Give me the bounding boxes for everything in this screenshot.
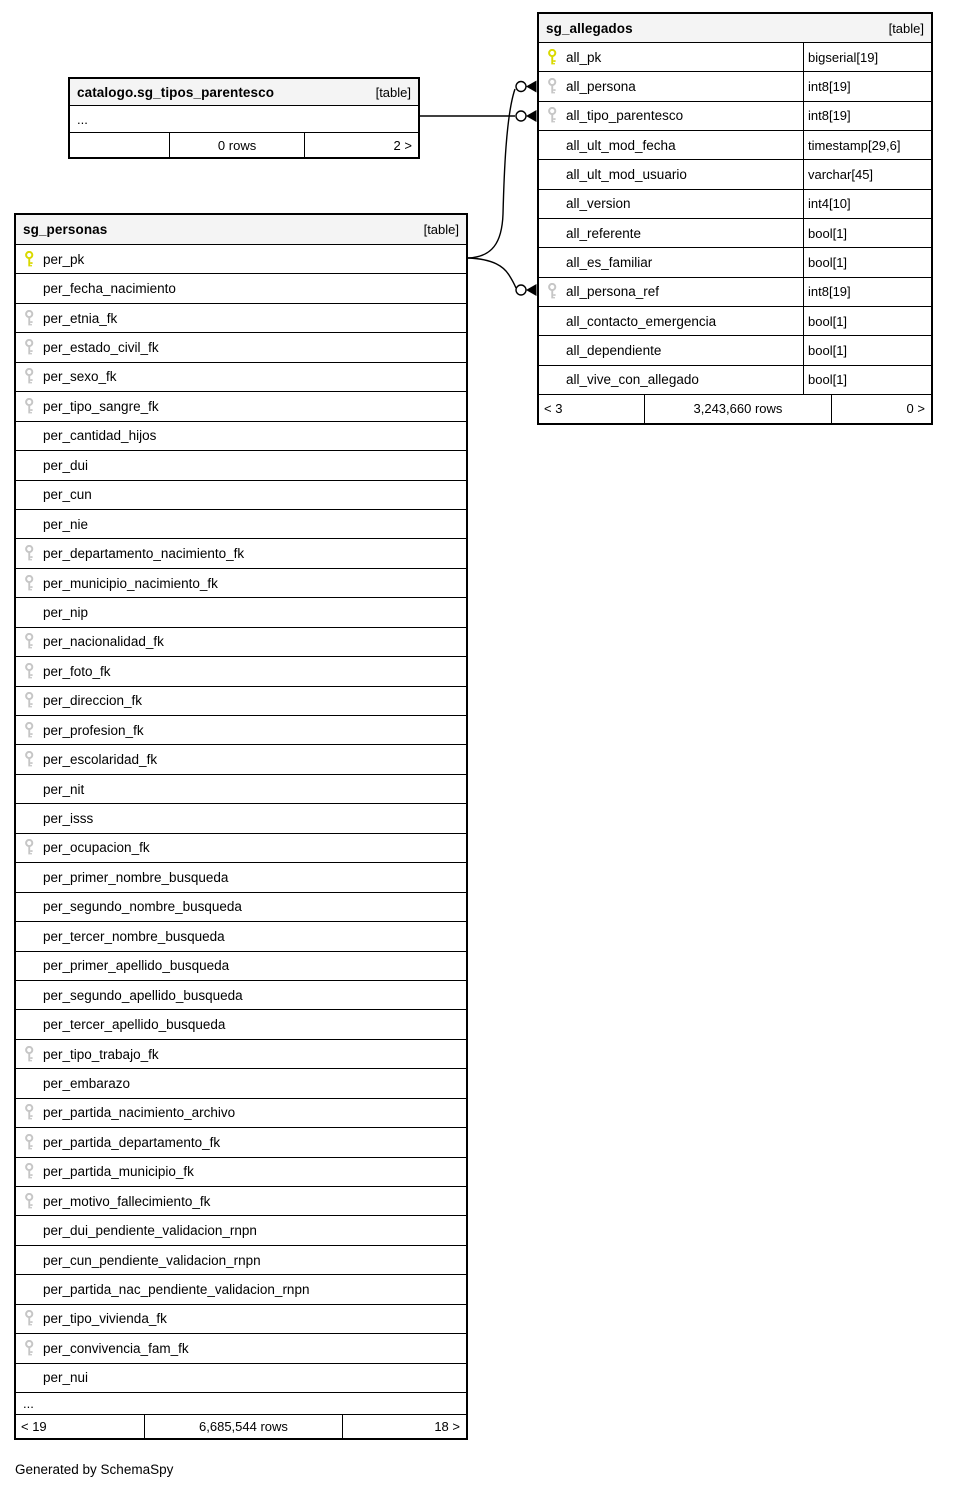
column-row-per_partida_departamento_fk bbox=[16, 1128, 466, 1157]
column-name: per_partida_municipio_fk bbox=[43, 1164, 194, 1180]
foreign-key-icon bbox=[16, 310, 43, 327]
foreign-key-icon bbox=[16, 692, 43, 709]
column-name-cell bbox=[16, 539, 466, 567]
column-type-cell bbox=[803, 102, 931, 130]
column-name-cell bbox=[16, 304, 466, 332]
relationship-line bbox=[468, 89, 515, 258]
column-type-cell bbox=[803, 72, 931, 100]
relationship-tipos_parentesco-to-all_tipo_parentesco bbox=[420, 110, 537, 122]
column-name-cell bbox=[16, 422, 466, 450]
footer-parent-count: < 19 bbox=[21, 1419, 47, 1435]
column-name-cell bbox=[16, 333, 466, 361]
fk-arrowhead-icon bbox=[526, 110, 537, 122]
column-row-per_nip bbox=[16, 598, 466, 627]
column-row-per_partida_municipio_fk bbox=[16, 1158, 466, 1187]
column-row-per_embarazo bbox=[16, 1069, 466, 1098]
column-type: bigserial[19] bbox=[808, 49, 879, 65]
column-name-cell bbox=[16, 1069, 466, 1097]
column-name-cell bbox=[16, 893, 466, 921]
column-row-per_segundo_apellido_busqueda bbox=[16, 981, 466, 1010]
column-row-per_dui_pendiente_validacion_rnpn bbox=[16, 1216, 466, 1245]
column-row-all_contacto_emergencia bbox=[539, 307, 931, 336]
column-name: per_profesion_fk bbox=[43, 722, 144, 738]
column-row-per_nit bbox=[16, 775, 466, 804]
column-row-all_ult_mod_usuario bbox=[539, 160, 931, 189]
zero-cardinality-circle bbox=[516, 285, 526, 295]
column-name: per_municipio_nacimiento_fk bbox=[43, 575, 218, 591]
column-row-all_ult_mod_fecha bbox=[539, 131, 931, 160]
column-row-per_nacionalidad_fk bbox=[16, 628, 466, 657]
column-row-all_pk bbox=[539, 43, 931, 72]
column-row-per_profesion_fk bbox=[16, 716, 466, 745]
relationship-line bbox=[468, 258, 516, 288]
column-name-cell bbox=[16, 863, 466, 891]
column-row-per_escolaridad_fk bbox=[16, 745, 466, 774]
column-name: per_primer_apellido_busqueda bbox=[43, 958, 230, 974]
column-name: per_embarazo bbox=[43, 1075, 131, 1091]
column-type-cell bbox=[803, 278, 931, 306]
column-name-cell bbox=[16, 1128, 466, 1156]
column-row-per_cun_pendiente_validacion_rnpn bbox=[16, 1246, 466, 1275]
column-name-cell bbox=[539, 307, 803, 335]
relationship-per_pk-to-all_persona_ref bbox=[468, 258, 537, 296]
generator-credit: Generated by SchemaSpy bbox=[15, 1462, 174, 1477]
footer-children-count: 18 > bbox=[342, 1415, 466, 1438]
foreign-key-icon bbox=[539, 107, 566, 124]
column-row-per_primer_apellido_busqueda bbox=[16, 952, 466, 981]
table-footer bbox=[539, 395, 931, 423]
table-title[interactable]: sg_personas bbox=[23, 222, 108, 237]
column-name: per_dui bbox=[43, 457, 89, 473]
column-type: int8[19] bbox=[808, 108, 851, 124]
collapsed-columns-ellipsis: ... bbox=[70, 106, 418, 133]
column-type: int4[10] bbox=[808, 196, 851, 212]
column-name-cell bbox=[16, 1099, 466, 1127]
column-name: all_es_familiar bbox=[566, 254, 653, 270]
column-row-all_persona_ref bbox=[539, 278, 931, 307]
column-name: per_nie bbox=[43, 516, 89, 532]
column-name: per_segundo_nombre_busqueda bbox=[43, 899, 242, 915]
column-type: varchar[45] bbox=[808, 166, 874, 182]
column-row-all_es_familiar bbox=[539, 248, 931, 277]
column-row-per_direccion_fk bbox=[16, 687, 466, 716]
column-name: per_primer_nombre_busqueda bbox=[43, 869, 229, 885]
column-name-cell bbox=[539, 43, 803, 71]
column-name: all_dependiente bbox=[566, 342, 662, 358]
column-name-cell bbox=[16, 1275, 466, 1303]
column-name-cell bbox=[16, 451, 466, 479]
column-name-cell bbox=[539, 248, 803, 276]
column-name-cell bbox=[16, 745, 466, 773]
foreign-key-icon bbox=[16, 1134, 43, 1151]
column-type-cell bbox=[803, 336, 931, 364]
column-row-all_version bbox=[539, 190, 931, 219]
column-name: per_departamento_nacimiento_fk bbox=[43, 546, 245, 562]
foreign-key-icon bbox=[16, 1104, 43, 1121]
foreign-key-icon bbox=[16, 368, 43, 385]
column-type-cell bbox=[803, 43, 931, 71]
column-type: bool[1] bbox=[808, 254, 848, 270]
column-name-cell bbox=[16, 922, 466, 950]
column-name: per_etnia_fk bbox=[43, 310, 118, 326]
foreign-key-icon bbox=[16, 1163, 43, 1180]
column-name-cell bbox=[539, 72, 803, 100]
foreign-key-icon bbox=[16, 575, 43, 592]
column-name-cell bbox=[16, 392, 466, 420]
column-type: int8[19] bbox=[808, 78, 851, 94]
column-name-cell bbox=[539, 190, 803, 218]
column-type: bool[1] bbox=[808, 225, 848, 241]
footer-row-count: 6,685,544 rows bbox=[144, 1415, 342, 1438]
column-type: bool[1] bbox=[808, 313, 848, 329]
column-name: per_pk bbox=[43, 251, 85, 267]
table-type-badge: [table] bbox=[375, 84, 411, 100]
column-name: per_isss bbox=[43, 811, 94, 827]
zero-cardinality-circle bbox=[516, 82, 526, 92]
column-name: per_tercer_apellido_busqueda bbox=[43, 1017, 226, 1033]
column-name-cell bbox=[16, 598, 466, 626]
column-row-all_referente bbox=[539, 219, 931, 248]
column-name: all_ult_mod_usuario bbox=[566, 166, 687, 182]
column-name-cell bbox=[16, 1216, 466, 1244]
column-row-per_motivo_fallecimiento_fk bbox=[16, 1187, 466, 1216]
foreign-key-icon bbox=[16, 722, 43, 739]
foreign-key-icon bbox=[16, 339, 43, 356]
column-name-cell bbox=[16, 716, 466, 744]
column-name: per_convivencia_fam_fk bbox=[43, 1340, 189, 1356]
table-header bbox=[16, 215, 466, 245]
table-node-sg_personas bbox=[14, 213, 468, 1440]
column-name: per_sexo_fk bbox=[43, 369, 117, 385]
column-row-per_estado_civil_fk bbox=[16, 333, 466, 362]
column-row-all_dependiente bbox=[539, 336, 931, 365]
column-name: all_tipo_parentesco bbox=[566, 108, 684, 124]
foreign-key-icon bbox=[16, 1310, 43, 1327]
foreign-key-icon bbox=[16, 633, 43, 650]
column-name: per_ocupacion_fk bbox=[43, 840, 150, 856]
column-name-cell bbox=[16, 981, 466, 1009]
column-name: per_partida_nacimiento_archivo bbox=[43, 1105, 236, 1121]
footer-row-count: 3,243,660 rows bbox=[644, 395, 831, 423]
column-type-cell bbox=[803, 160, 931, 188]
column-row-per_departamento_nacimiento_fk bbox=[16, 539, 466, 568]
column-name-cell bbox=[539, 219, 803, 247]
column-name-cell bbox=[16, 952, 466, 980]
column-name-cell bbox=[16, 363, 466, 391]
column-name: per_nacionalidad_fk bbox=[43, 634, 164, 650]
column-row-per_cantidad_hijos bbox=[16, 422, 466, 451]
column-name: per_cantidad_hijos bbox=[43, 428, 157, 444]
column-row-per_cun bbox=[16, 481, 466, 510]
column-name: per_partida_departamento_fk bbox=[43, 1134, 221, 1150]
column-row-per_tipo_vivienda_fk bbox=[16, 1305, 466, 1334]
column-name: per_motivo_fallecimiento_fk bbox=[43, 1193, 211, 1209]
relationship-per_pk-to-all_persona bbox=[468, 81, 537, 259]
column-name: per_dui_pendiente_validacion_rnpn bbox=[43, 1223, 257, 1239]
column-name: per_tercer_nombre_busqueda bbox=[43, 928, 225, 944]
column-name-cell bbox=[16, 510, 466, 538]
column-row-all_persona bbox=[539, 72, 931, 101]
column-name: all_contacto_emergencia bbox=[566, 313, 717, 329]
column-name: per_fecha_nacimiento bbox=[43, 281, 176, 297]
collapsed-columns-ellipsis: ... bbox=[16, 1393, 466, 1415]
column-row-per_tercer_apellido_busqueda bbox=[16, 1010, 466, 1039]
column-name-cell bbox=[16, 1040, 466, 1068]
table-type-badge: [table] bbox=[423, 222, 459, 237]
foreign-key-icon bbox=[539, 78, 566, 95]
column-name: per_partida_nac_pendiente_validacion_rnpn bbox=[43, 1282, 310, 1298]
footer-children-count: 2 > bbox=[304, 133, 418, 157]
column-name: all_persona_ref bbox=[566, 284, 660, 300]
column-name-cell bbox=[16, 834, 466, 862]
column-name-cell bbox=[539, 102, 803, 130]
foreign-key-icon bbox=[16, 1340, 43, 1357]
column-row-per_sexo_fk bbox=[16, 363, 466, 392]
column-name: all_vive_con_allegado bbox=[566, 372, 699, 388]
column-name-cell bbox=[16, 274, 466, 302]
column-name: per_foto_fk bbox=[43, 663, 111, 679]
column-row-per_pk bbox=[16, 245, 466, 274]
column-name: per_tipo_trabajo_fk bbox=[43, 1046, 159, 1062]
footer-row-count: 0 rows bbox=[169, 133, 304, 157]
column-row-per_primer_nombre_busqueda bbox=[16, 863, 466, 892]
column-name: per_cun_pendiente_validacion_rnpn bbox=[43, 1252, 261, 1268]
column-type-cell bbox=[803, 190, 931, 218]
primary-key-icon bbox=[539, 49, 566, 66]
primary-key-icon bbox=[16, 251, 43, 268]
foreign-key-icon bbox=[16, 1046, 43, 1063]
column-row-per_isss bbox=[16, 804, 466, 833]
column-name: per_direccion_fk bbox=[43, 693, 143, 709]
column-name: all_persona bbox=[566, 78, 636, 94]
column-name-cell bbox=[16, 569, 466, 597]
column-row-per_convivencia_fam_fk bbox=[16, 1334, 466, 1363]
column-type-cell bbox=[803, 219, 931, 247]
column-row-per_partida_nacimiento_archivo bbox=[16, 1099, 466, 1128]
table-header bbox=[70, 79, 418, 106]
column-name-cell bbox=[16, 657, 466, 685]
foreign-key-icon bbox=[539, 283, 566, 300]
footer-parent-count bbox=[70, 133, 169, 157]
column-name-cell bbox=[16, 1305, 466, 1333]
column-type-cell bbox=[803, 307, 931, 335]
column-name-cell bbox=[16, 804, 466, 832]
column-name: per_nip bbox=[43, 604, 89, 620]
table-header bbox=[539, 14, 931, 43]
column-name-cell bbox=[16, 628, 466, 656]
column-name-cell bbox=[16, 1158, 466, 1186]
column-type: bool[1] bbox=[808, 372, 848, 388]
column-name: per_estado_civil_fk bbox=[43, 340, 159, 356]
column-row-per_dui bbox=[16, 451, 466, 480]
fk-arrowhead-icon bbox=[526, 81, 537, 93]
table-node-sg_allegados bbox=[537, 12, 933, 425]
column-row-per_tercer_nombre_busqueda bbox=[16, 922, 466, 951]
column-name-cell bbox=[16, 1187, 466, 1215]
column-type: timestamp[29,6] bbox=[808, 137, 901, 153]
column-name-cell bbox=[16, 1334, 466, 1362]
column-row-per_municipio_nacimiento_fk bbox=[16, 569, 466, 598]
footer-parent-count: < 3 bbox=[544, 401, 563, 417]
foreign-key-icon bbox=[16, 839, 43, 856]
footer-children-count: 0 > bbox=[831, 395, 931, 423]
column-name-cell bbox=[16, 1246, 466, 1274]
table-title[interactable]: catalogo.sg_tipos_parentesco bbox=[77, 84, 275, 100]
table-title[interactable]: sg_allegados bbox=[546, 20, 633, 36]
column-name: per_tipo_vivienda_fk bbox=[43, 1311, 167, 1327]
column-name-cell bbox=[16, 687, 466, 715]
column-name-cell bbox=[16, 481, 466, 509]
column-row-per_nie bbox=[16, 510, 466, 539]
foreign-key-icon bbox=[16, 663, 43, 680]
column-row-all_vive_con_allegado bbox=[539, 366, 931, 395]
zero-cardinality-circle bbox=[516, 111, 526, 121]
column-type-cell bbox=[803, 366, 931, 394]
fk-arrowhead-icon bbox=[526, 284, 537, 296]
table-footer bbox=[70, 133, 418, 157]
column-row-per_segundo_nombre_busqueda bbox=[16, 893, 466, 922]
column-row-per_foto_fk bbox=[16, 657, 466, 686]
column-name: per_cun bbox=[43, 487, 92, 503]
column-name-cell bbox=[539, 160, 803, 188]
column-row-per_nui bbox=[16, 1364, 466, 1393]
column-row-all_tipo_parentesco bbox=[539, 102, 931, 131]
foreign-key-icon bbox=[16, 545, 43, 562]
column-name-cell bbox=[539, 131, 803, 159]
column-name-cell bbox=[16, 1010, 466, 1038]
column-name-cell bbox=[16, 1364, 466, 1392]
column-row-per_tipo_trabajo_fk bbox=[16, 1040, 466, 1069]
column-name: per_segundo_apellido_busqueda bbox=[43, 987, 243, 1003]
column-name: all_ult_mod_fecha bbox=[566, 137, 676, 153]
column-name: per_nit bbox=[43, 781, 85, 797]
table-type-badge: [table] bbox=[888, 20, 924, 36]
foreign-key-icon bbox=[16, 398, 43, 415]
column-name-cell bbox=[16, 245, 466, 273]
table-footer bbox=[16, 1415, 466, 1438]
column-name-cell bbox=[16, 775, 466, 803]
column-row-per_partida_nac_pendiente_validacion_rnpn bbox=[16, 1275, 466, 1304]
column-name: all_pk bbox=[566, 49, 602, 65]
column-row-per_tipo_sangre_fk bbox=[16, 392, 466, 421]
column-row-per_etnia_fk bbox=[16, 304, 466, 333]
column-row-per_fecha_nacimiento bbox=[16, 274, 466, 303]
column-name: per_escolaridad_fk bbox=[43, 752, 158, 768]
column-type: bool[1] bbox=[808, 342, 848, 358]
column-name-cell bbox=[539, 366, 803, 394]
column-type: int8[19] bbox=[808, 284, 851, 300]
column-name: all_version bbox=[566, 196, 631, 212]
column-name-cell bbox=[539, 278, 803, 306]
column-name: per_tipo_sangre_fk bbox=[43, 398, 159, 414]
table-node-catalogo.sg_tipos_parentesco bbox=[68, 77, 420, 159]
foreign-key-icon bbox=[16, 1193, 43, 1210]
column-name: per_nui bbox=[43, 1370, 89, 1386]
column-row-per_ocupacion_fk bbox=[16, 834, 466, 863]
column-type-cell bbox=[803, 248, 931, 276]
column-name: all_referente bbox=[566, 225, 642, 241]
column-name-cell bbox=[539, 336, 803, 364]
foreign-key-icon bbox=[16, 751, 43, 768]
column-type-cell bbox=[803, 131, 931, 159]
